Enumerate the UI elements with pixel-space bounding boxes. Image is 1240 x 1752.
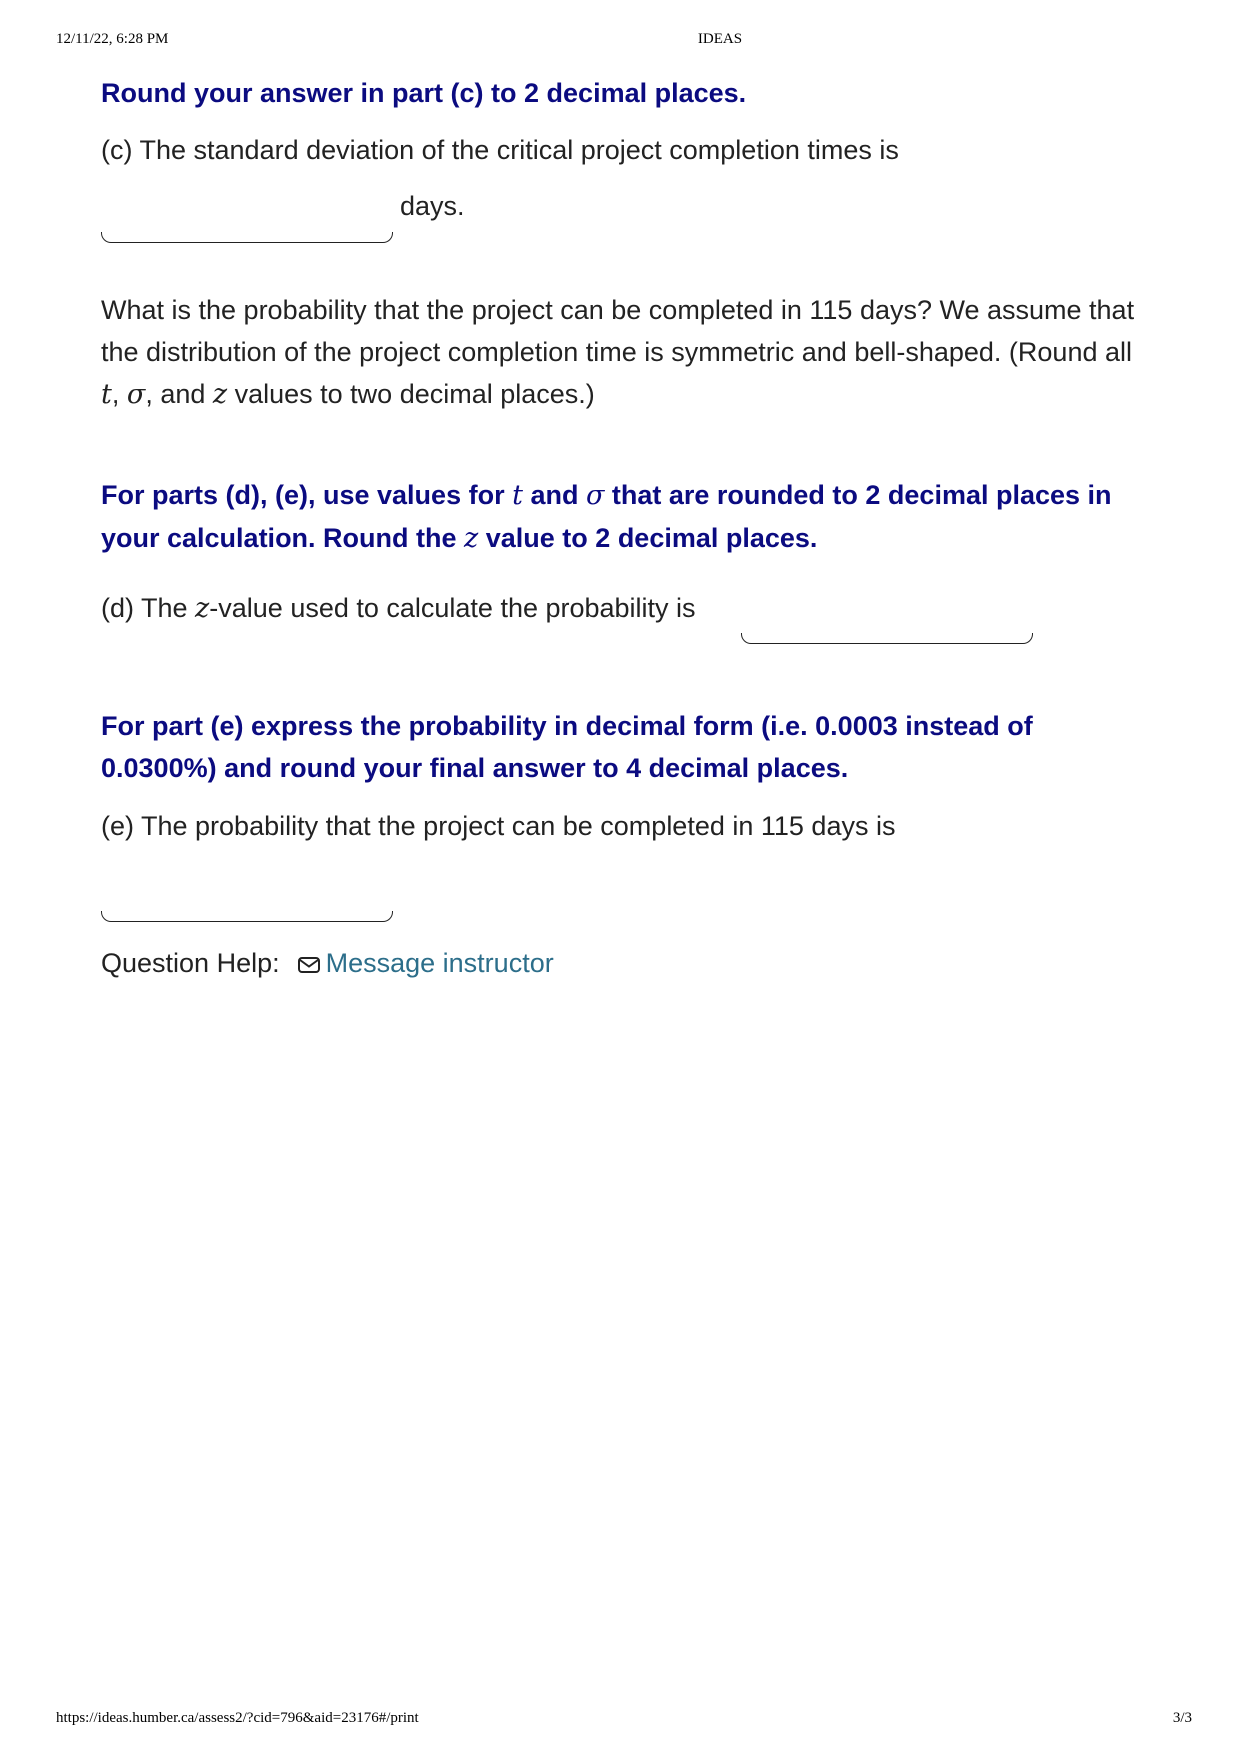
context-text-3: , and xyxy=(145,379,213,409)
context-paragraph xyxy=(101,289,1141,416)
question-help-label: Question Help: xyxy=(101,948,280,978)
context-text-4: values to two decimal places.) xyxy=(227,379,595,409)
answer-input-e[interactable] xyxy=(101,899,393,922)
instruction-text-4: value to 2 decimal places. xyxy=(478,523,818,553)
instruction-text-1: For parts (d), (e), use values for xyxy=(101,480,513,510)
question-d-text-2: -value used to calculate the probability is xyxy=(209,593,696,623)
math-var-z: z xyxy=(212,379,228,410)
question-e-text: (e) The probability that the project can be completed in 115 days is xyxy=(101,811,896,841)
question-c-unit: days. xyxy=(400,191,465,221)
math-var-sigma: σ xyxy=(126,379,146,410)
math-var-t: t xyxy=(512,480,523,511)
instruction-text-2: and xyxy=(522,480,586,510)
instruction-parts-d-e xyxy=(101,474,1141,560)
print-header xyxy=(0,31,1240,51)
answer-input-c[interactable] xyxy=(101,220,393,243)
mail-icon[interactable] xyxy=(298,943,320,959)
question-help xyxy=(101,942,554,984)
print-footer xyxy=(0,1710,1240,1730)
question-c-text: (c) The standard deviation of the critical project completion times is xyxy=(101,135,899,165)
instruction-text-3: that are rounded to 2 decimal places in your calculation. Round the xyxy=(101,480,1112,553)
math-var-z: z xyxy=(195,593,210,624)
math-var-t: t xyxy=(101,379,112,410)
question-d-text-1: (d) The xyxy=(101,593,196,623)
print-url: https://ideas.humber.ca/assess2/?cid=796&aid=23176#/print xyxy=(56,1710,419,1726)
print-datetime: 12/11/22, 6:28 PM xyxy=(56,31,169,47)
context-text-1: What is the probability that the project can be completed in 115 days? We assume that the distribution of the project completion time is symmetric and bell-shaped. (Round all xyxy=(101,295,1135,367)
instruction-part-c: Round your answer in part (c) to 2 decimal places. xyxy=(101,78,747,108)
math-var-z: z xyxy=(464,523,479,554)
question-d-text xyxy=(101,587,801,630)
print-title: IDEAS xyxy=(697,31,743,47)
instruction-part-e: For part (e) express the probability in decimal form (i.e. 0.0003 instead of 0.0300%) and round your final answer to 4 decimal places. xyxy=(101,711,1033,783)
print-page-number: 3/3 xyxy=(1172,1710,1192,1726)
context-text-2: , xyxy=(111,379,127,409)
math-var-sigma: σ xyxy=(585,480,605,511)
message-instructor-link[interactable]: Message instructor xyxy=(325,948,554,978)
